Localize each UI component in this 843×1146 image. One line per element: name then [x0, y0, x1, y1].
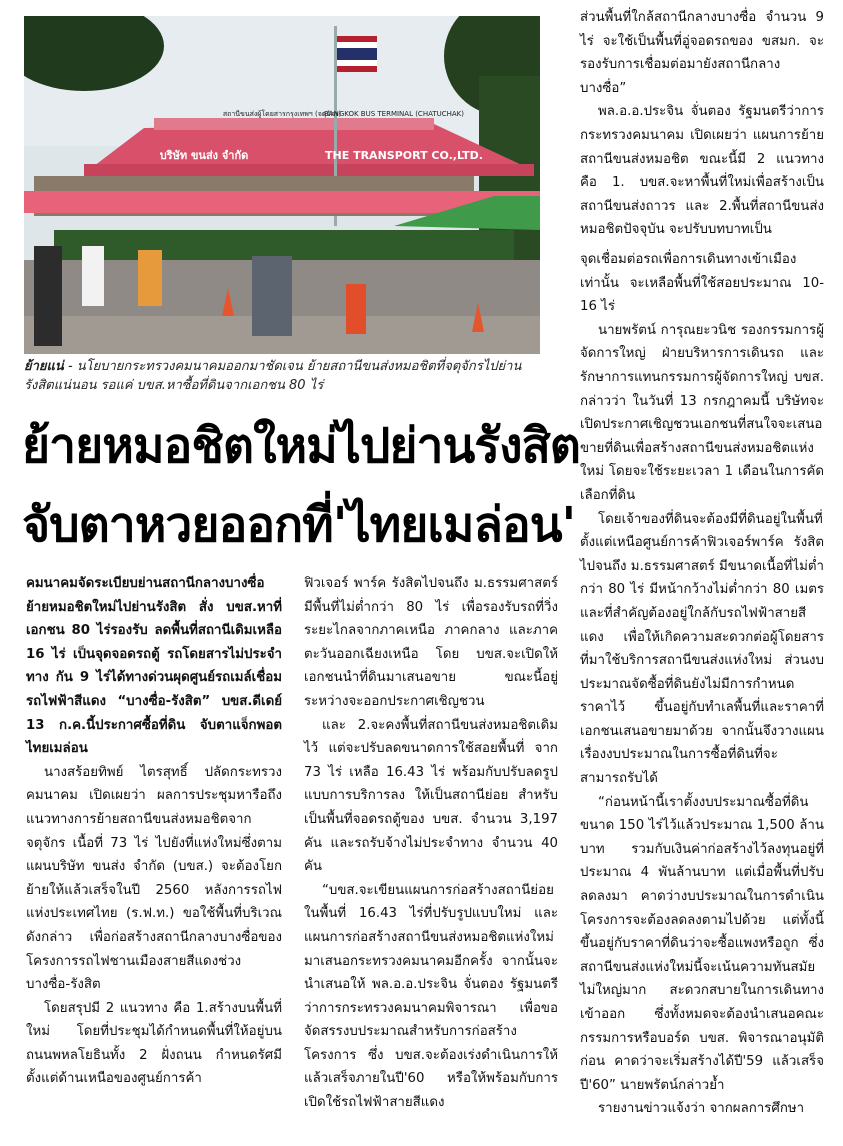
- bus-terminal-illustration: [24, 16, 540, 354]
- photo-caption: [24, 357, 540, 395]
- caption-text: - นโยบายกระทรวงคมนาคมออกมาชัดเจน ย้ายสถานีขนส่งหมอชิตที่จตุจักรไปย่านรังสิตแน่นอน รอแค่ บขส.หาซื้อที่ดินจากเอกชน 80 ไร่: [24, 359, 522, 393]
- paragraph: รายงานข่าวแจ้งว่า จากผลการศึกษา: [598, 1101, 805, 1117]
- caption-label: ย้ายแน่: [24, 359, 64, 374]
- paragraph: “บขส.จะเขียนแผนการก่อสร้างสถานีย่อยในพื้นที่ 16.43 ไร่ที่ปรับรูปแบบใหม่ และแผนการก่อสร้างสถานีขนส่งหมอชิตแห่งใหม่ มาเสนอกระทรวงคมนาคมอีกครั้ง จากนั้นจะนำเสนอให้ พล.อ.อ.ประจิน จั่นตอง รัฐมนตรีว่าการกระทรวงคมนาคมพิจารณา เพื่อขอจัดสรรงบประมาณสำหรับการก่อสร้างโครงการ ซึ่ง บขส.จะต้องเร่งดำเนินการให้แล้วเสร็จภายในปี'60 หรือให้พร้อมกับการเปิดใช้รถไฟฟ้าสายสีแดง: [304, 882, 558, 1111]
- terminal-sign-thai: สถานีขนส่งผู้โดยสารกรุงเทพฯ (จตุจักร): [222, 110, 342, 118]
- company-sign-en: THE TRANSPORT CO.,LTD.: [325, 149, 483, 162]
- article-column-2: [304, 572, 558, 1115]
- paragraph: ส่วนพื้นที่ใกล้สถานีกลางบางซื่อ จำนวน 9 ไร่ จะใช้เป็นพื้นที่อู่จอดรถของ ขสมก. จะรองรับการเชื่อมต่อมายังสถานีกลางบางซื่อ”: [580, 10, 824, 96]
- paragraph: โดยสรุปมี 2 แนวทาง คือ 1.สร้างบนพื้นที่ใหม่ โดยที่ประชุมได้กำหนดพื้นที่ให้อยู่บนถนนพหลโยธินทั้ง 2 ฝั่งถนน กำหนดรัศมีตั้งแต่ด้านเหนือของศูนย์การค้า: [26, 1000, 282, 1087]
- headline-line-2: จับตาหวยออกที่'ไทยเมล่อน': [22, 497, 576, 553]
- paragraph: ฟิวเจอร์ พาร์ค รังสิตไปจนถึง ม.ธรรมศาสตร์ มีพื้นที่ไม่ต่ำกว่า 80 ไร่ เพื่อรองรับรถที่วิ่งระยะไกลจากภาคเหนือ ภาคกลาง และภาคตะวันออกเฉียงเหนือ โดย บขส.จะเปิดให้เอกชนนำที่ดินมาเสนอขาย ขณะนี้อยู่ระหว่างจะออกประกาศเชิญชวน: [304, 576, 558, 709]
- headline-line-1: ย้ายหมอชิตใหม่ไปย่านรังสิต: [22, 418, 580, 474]
- paragraph: นายพรัตน์ การุณยะวนิช รองกรรมการผู้จัดการใหญ่ ฝ่ายบริหารการเดินรถ และรักษาการแทนกรรมการผู้จัดการใหญ่ บขส. กล่าวว่า ในวันที่ 13 กรกฎาคมนี้ บริษัทจะเปิดประกาศเชิญชวนเอกชนที่สนใจจะเสนอขายที่ดินเพื่อสร้างสถานีขนส่งหมอชิตแห่งใหม่ โดยจะใช้ระยะเวลา 1 เดือนในการคัดเลือกที่ดิน: [580, 322, 824, 503]
- paragraph: นางสร้อยทิพย์ ไตรสุทธิ์ ปลัดกระทรวงคมนาคม เปิดเผยว่า ผลการประชุมหารือถึงแนวทางการย้ายสถานีขนส่งหมอชิตจากจตุจักร เนื้อที่ 73 ไร่ ไปยังที่แห่งใหม่ซึ่งตามแผนบริษัท ขนส่ง จำกัด (บขส.) จะต้องโยกย้ายให้แล้วเสร็จในปี 2560 หลังการรถไฟแห่งประเทศไทย (ร.ฟ.ท.) ขอใช้พื้นที่บริเวณดังกล่าว เพื่อก่อสร้างสถานีกลางบางซื่อของโครงการรถไฟชานเมืองสายสีแดงช่วงบางซื่อ-รังสิต: [26, 764, 282, 993]
- paragraph: จุดเชื่อมต่อรถเพื่อการเดินทางเข้าเมืองเท่านั้น จะเหลือพื้นที่ใช้สอยประมาณ 10-16 ไร่: [580, 252, 824, 315]
- lead-paragraph: คมนาคมจัดระเบียบย่านสถานีกลางบางซื่อ ย้ายหมอชิตใหม่ไปย่านรังสิต สั่ง บขส.หาที่เอกชน 80 ไร่รองรับ ลดพื้นที่สถานีเดิมเหลือ 16 ไร่ เป็นจุดจอดรถตู้ รถโดยสารไม่ประจำทาง กัน 9 ไร่ได้ทางด่วนผุดศูนย์รถเมล์เชื่อมรถไฟฟ้าสีแดง “บางซื่อ-รังสิต” บขส.ดีเดย์ 13 ก.ค.นี้ประกาศซื้อที่ดิน จับตาแจ็กพอตไทยเมล่อน: [26, 576, 282, 757]
- company-sign-thai: บริษัท ขนส่ง จำกัด: [159, 149, 249, 162]
- paragraph: พล.อ.อ.ประจิน จั่นตอง รัฐมนตรีว่าการกระทรวงคมนาคม เปิดเผยว่า แผนการย้ายสถานีขนส่งหมอชิต ขณะนี้มี 2 แนวทาง คือ 1. บขส.จะหาพื้นที่ใหม่เพื่อสร้างเป็นสถานีขนส่งถาวร และ 2.พื้นที่สถานีขนส่งหมอชิตปัจจุบัน จะปรับบทบาทเป็น: [580, 104, 824, 238]
- paragraph: โดยเจ้าของที่ดินจะต้องมีที่ดินอยู่ในพื้นที่ตั้งแต่เหนือศูนย์การค้าฟิวเจอร์พาร์ค รังสิตไปจนถึง ม.ธรรมศาสตร์ มีขนาดเนื้อที่ไม่ต่ำกว่า 80 ไร่ มีหน้ากว้างไม่ต่ำกว่า 80 เมตร และที่สำคัญต้องอยู่ใกล้กับรถไฟฟ้าสายสีแดง เพื่อให้เกิดความสะดวกต่อผู้โดยสารที่มาใช้บริการสถานีขนส่งแห่งใหม่ ส่วนงบประมาณจัดซื้อที่ดินยังไม่มีการกำหนดราคาไว้ ขึ้นอยู่กับทำเลพื้นที่และราคาที่เอกชนเสนอขายมาด้วย จากนั้นจึงวางแผนเรื่องงบประมาณในการซื้อที่ดินที่จะสามารถรับได้: [580, 511, 824, 787]
- paragraph: และ 2.จะคงพื้นที่สถานีขนส่งหมอชิตเดิมไว้ แต่จะปรับลดขนาดการใช้สอยพื้นที่ จาก 73 ไร่ เหลือ 16.43 ไร่ พร้อมกับปรับลดรูปแบบการบริการลง ให้เป็นสถานีย่อย สำหรับเป็นพื้นที่จอดรถตู้ของ บขส. จำนวน 3,197 คัน และรถรับจ้างไม่ประจำทาง จำนวน 40 คัน: [304, 717, 558, 875]
- article-column-3: [580, 248, 824, 1121]
- article-column-3-top: [580, 6, 824, 242]
- article-column-1: [26, 572, 282, 1091]
- paragraph: “ก่อนหน้านี้เราตั้งงบประมาณซื้อที่ดินขนาด 150 ไร่ไว้แล้วประมาณ 1,500 ล้านบาท รวมกับเงินค่าก่อสร้างไว้ลงทุนอยู่ที่ประมาณ 4 พันล้านบาท แต่เมื่อพื้นที่ปรับลดลงมา คาดว่างบประมาณในการดำเนินโครงการจะต้องลดลงตามไปด้วย แต่ทั้งนี้ขึ้นอยู่กับราคาที่ดินว่าจะซื้อแพงหรือถูก ซึ่งสถานีขนส่งแห่งใหม่นี้จะเน้นความทันสมัย ไม่ใหญ่มาก สะดวกสบายในการเดินทางเข้าออก ซึ่งทั้งหมดจะต้องนำเสนอคณะกรรมการหรือบอร์ด บขส. พิจารณาอนุมัติก่อน คาดว่าจะเริ่มสร้างได้ปี'59 แล้วเสร็จปี'60” นายพรัตน์กล่าวย้ำ: [580, 794, 824, 1093]
- news-photo: [24, 16, 540, 354]
- terminal-sign-en: BANGKOK BUS TERMINAL (CHATUCHAK): [324, 110, 464, 118]
